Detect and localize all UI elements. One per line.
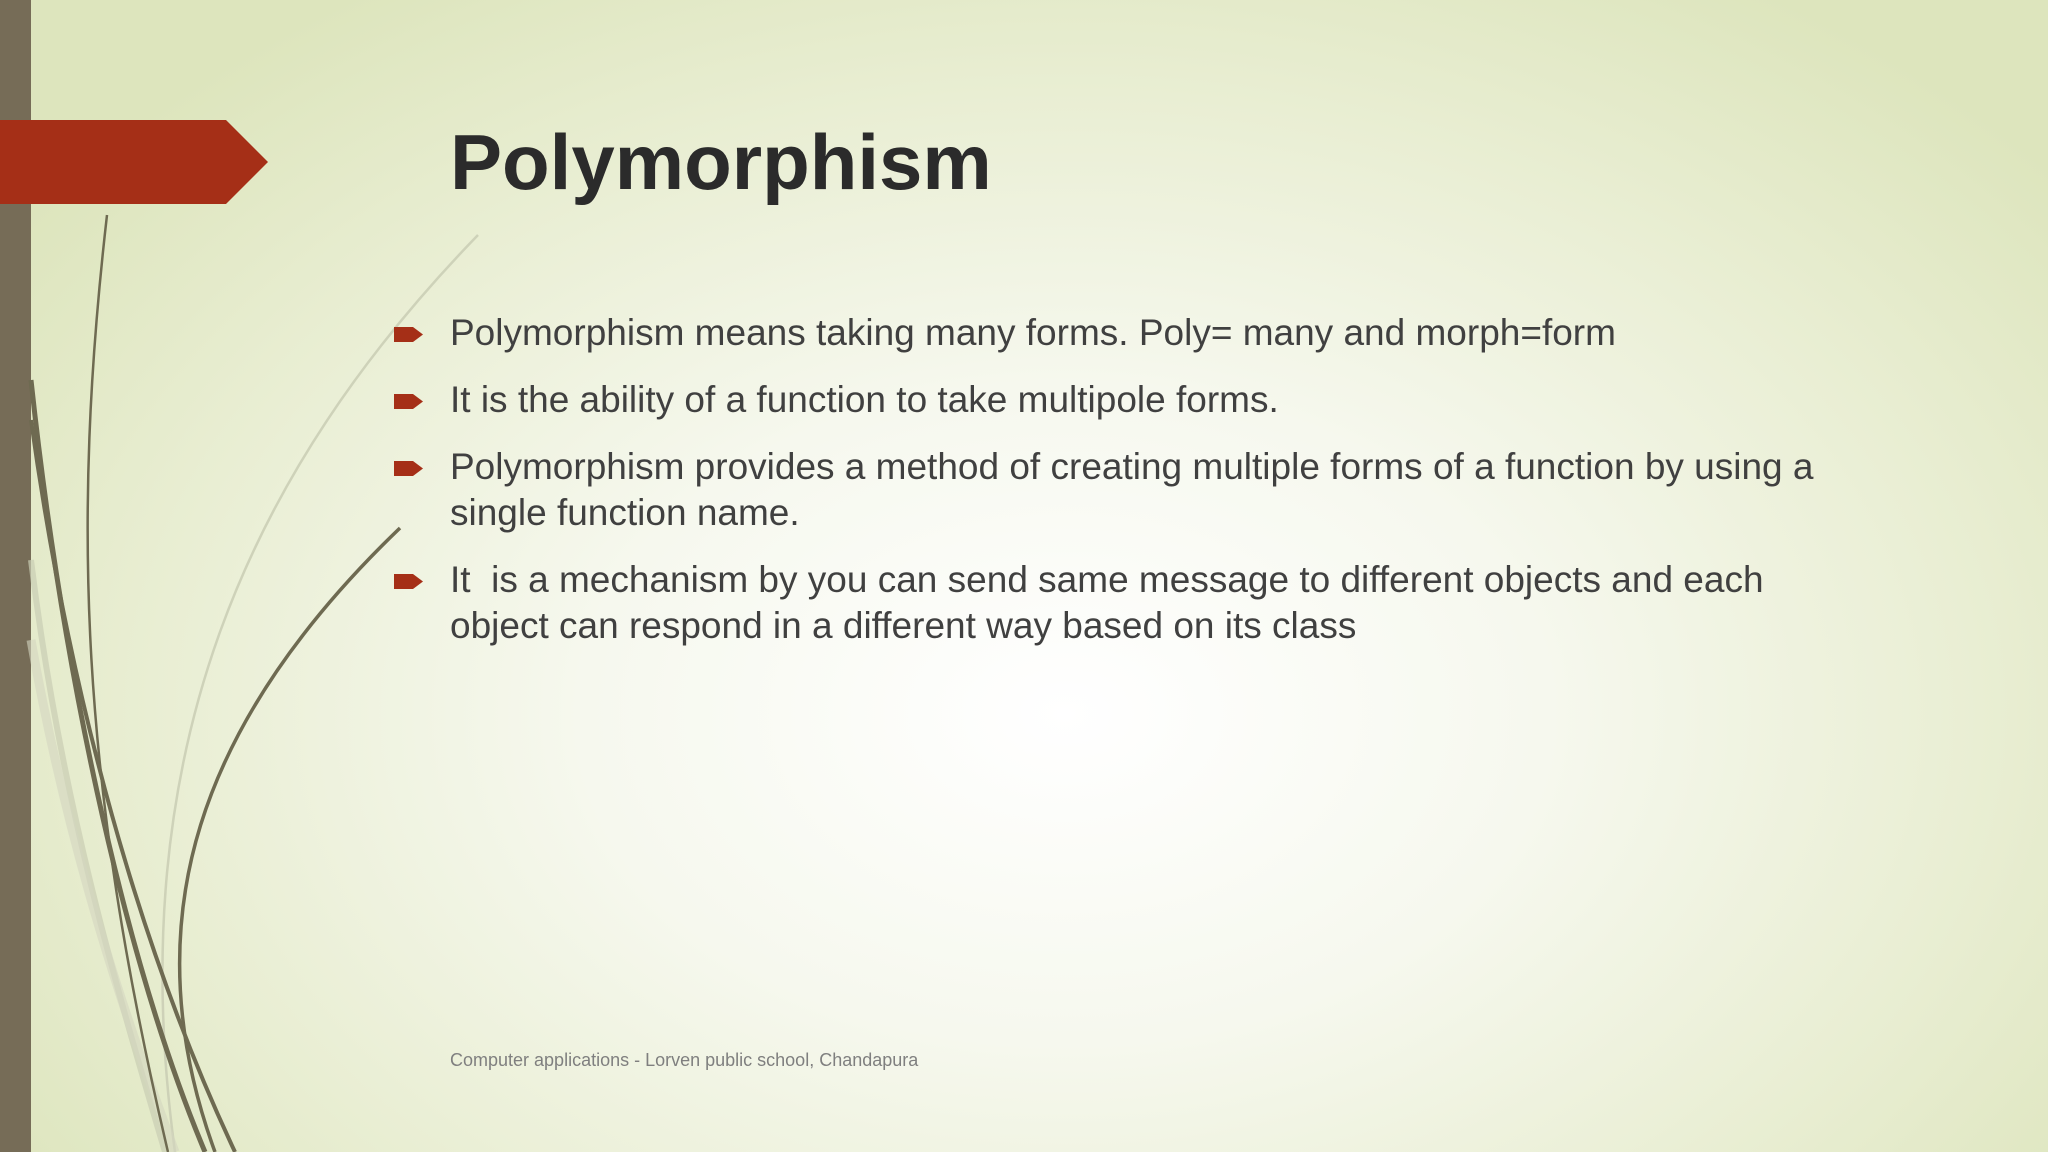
bullet-item [391,310,1871,356]
bullet-text: Polymorphism means taking many forms. Poly= many and morph=form [450,312,1616,353]
curve-dark-4 [180,528,400,1152]
arrow-right-icon [394,459,424,478]
bullet-text: It is the ability of a function to take multipole forms. [450,379,1279,420]
arrow-right-icon [394,572,424,591]
bullet-list [391,310,1871,670]
bullet-item [391,557,1871,649]
bullet-item [391,377,1871,423]
title-banner-arrow [0,120,268,204]
arrow-right-icon [394,325,424,344]
bullet-text: It is a mechanism by you can send same message to different objects and each object can respond in a different way based on its class [450,559,1774,646]
bullet-item [391,444,1871,536]
slide-footer: Computer applications - Lorven public school, Chandapura [450,1050,919,1070]
arrow-right-icon [394,392,424,411]
bullet-text: Polymorphism provides a method of creating multiple forms of a function by using a single function name. [450,446,1824,533]
slide-title: Polymorphism [450,118,992,206]
